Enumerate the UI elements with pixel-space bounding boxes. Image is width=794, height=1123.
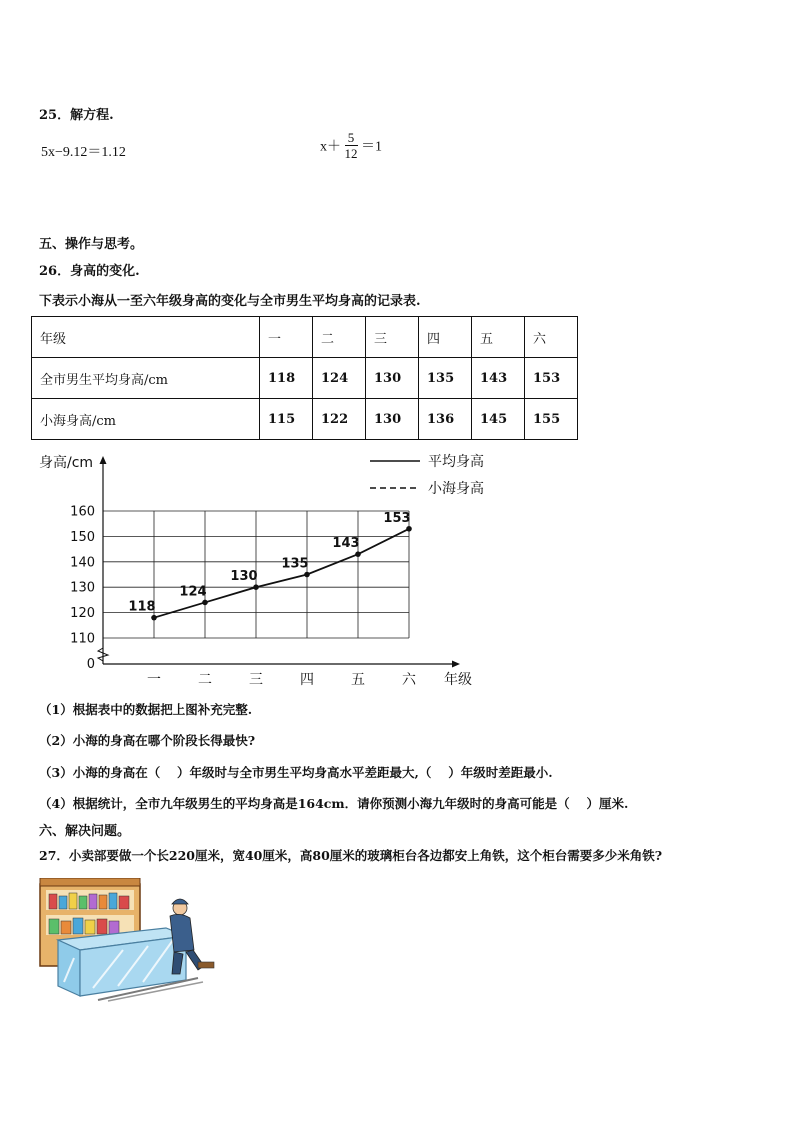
table-row — [32, 399, 578, 440]
data-label: 130 — [230, 569, 258, 585]
table-cell: 130 — [366, 358, 419, 399]
table-cell: 118 — [260, 358, 313, 399]
table-cell: 一 — [260, 317, 313, 358]
table-cell: 153 — [525, 358, 578, 399]
equation-2-suffix: ＝1 — [361, 139, 382, 155]
fraction-denominator: 12 — [344, 146, 358, 161]
equation-2-fraction — [345, 130, 358, 161]
x-tick-label: 四 — [300, 672, 314, 688]
y-tick-label: 160 — [70, 504, 95, 520]
table-cell: 六 — [525, 317, 578, 358]
table-cell: 135 — [419, 358, 472, 399]
legend-label: 小海身高 — [428, 481, 484, 497]
equation-2-prefix: x＋ — [320, 139, 341, 155]
q26-sub3: （3）小海的身高在（ ）年级时与全市男生平均身高水平差距最大,（ ）年级时差距最小. — [39, 765, 553, 780]
height-record-table — [31, 316, 578, 440]
table-cell: 124 — [313, 358, 366, 399]
table-cell: 115 — [260, 399, 313, 440]
y-tick-label: 0 — [86, 657, 95, 672]
q26-sub4: （4）根据统计，全市九年级男生的平均身高是164cm．请你预测小海九年级时的身高可能是（ ）厘米. — [39, 796, 629, 811]
table-cell: 五 — [472, 317, 525, 358]
q27-text: 27．小卖部要做一个长220厘米，宽40厘米，高80厘米的玻璃柜台各边都安上角铁，这个柜台需要多少米角铁? — [39, 848, 663, 863]
x-tick-label: 二 — [198, 672, 212, 688]
q26-intro: 下表示小海从一至六年级身高的变化与全市男生平均身高的记录表. — [39, 294, 421, 309]
x-tick-label: 六 — [402, 672, 416, 688]
y-axis-arrow — [100, 456, 107, 464]
q26-sub2: （2）小海的身高在哪个阶段长得最快? — [39, 733, 256, 748]
fraction-numerator: 5 — [345, 130, 358, 146]
equation-1: 5x−9.12＝1.12 — [41, 145, 126, 160]
table-row — [32, 358, 578, 399]
x-tick-label: 三 — [249, 672, 263, 688]
data-point — [304, 572, 310, 578]
table-cell: 二 — [313, 317, 366, 358]
data-label: 153 — [383, 510, 411, 526]
data-point — [355, 551, 361, 557]
data-point — [151, 615, 157, 621]
table-cell: 143 — [472, 358, 525, 399]
q26-title: 26．身高的变化. — [39, 264, 140, 279]
y-tick-label: 120 — [70, 606, 95, 622]
table-cell: 136 — [419, 399, 472, 440]
height-line-chart — [0, 445, 520, 695]
section5-heading: 五、操作与思考。 — [39, 237, 144, 252]
data-label: 124 — [179, 584, 207, 600]
x-tick-label: 一 — [147, 672, 161, 688]
data-point — [202, 600, 208, 606]
equation-2 — [320, 130, 382, 161]
data-point — [406, 526, 412, 532]
data-point — [253, 584, 259, 590]
section6-heading: 六、解决问题。 — [39, 824, 131, 839]
data-label: 118 — [128, 599, 156, 615]
table-cell: 155 — [525, 399, 578, 440]
y-tick-label: 150 — [70, 529, 95, 545]
y-tick-label: 130 — [70, 580, 95, 596]
data-label: 135 — [281, 556, 309, 572]
table-cell: 四 — [419, 317, 472, 358]
q26-sub1: （1）根据表中的数据把上图补充完整. — [39, 702, 253, 717]
table-cell: 145 — [472, 399, 525, 440]
x-axis-arrow — [452, 661, 460, 668]
q25-title: 25．解方程. — [39, 108, 114, 123]
table-cell: 130 — [366, 399, 419, 440]
x-axis-label: 年级 — [444, 672, 472, 688]
table-cell: 小海身高/cm — [32, 399, 260, 440]
glass-counter-illustration — [38, 878, 220, 1002]
legend-label: 平均身高 — [428, 454, 484, 470]
table-cell: 全市男生平均身高/cm — [32, 358, 260, 399]
series-line — [154, 529, 409, 618]
data-label: 143 — [332, 536, 360, 552]
x-tick-label: 五 — [351, 672, 365, 688]
table-row — [32, 317, 578, 358]
y-tick-label: 110 — [70, 631, 95, 647]
y-axis-label: 身高/cm — [39, 455, 94, 471]
table-cell: 三 — [366, 317, 419, 358]
y-tick-label: 140 — [70, 555, 95, 571]
table-cell: 年级 — [32, 317, 260, 358]
table-cell: 122 — [313, 399, 366, 440]
